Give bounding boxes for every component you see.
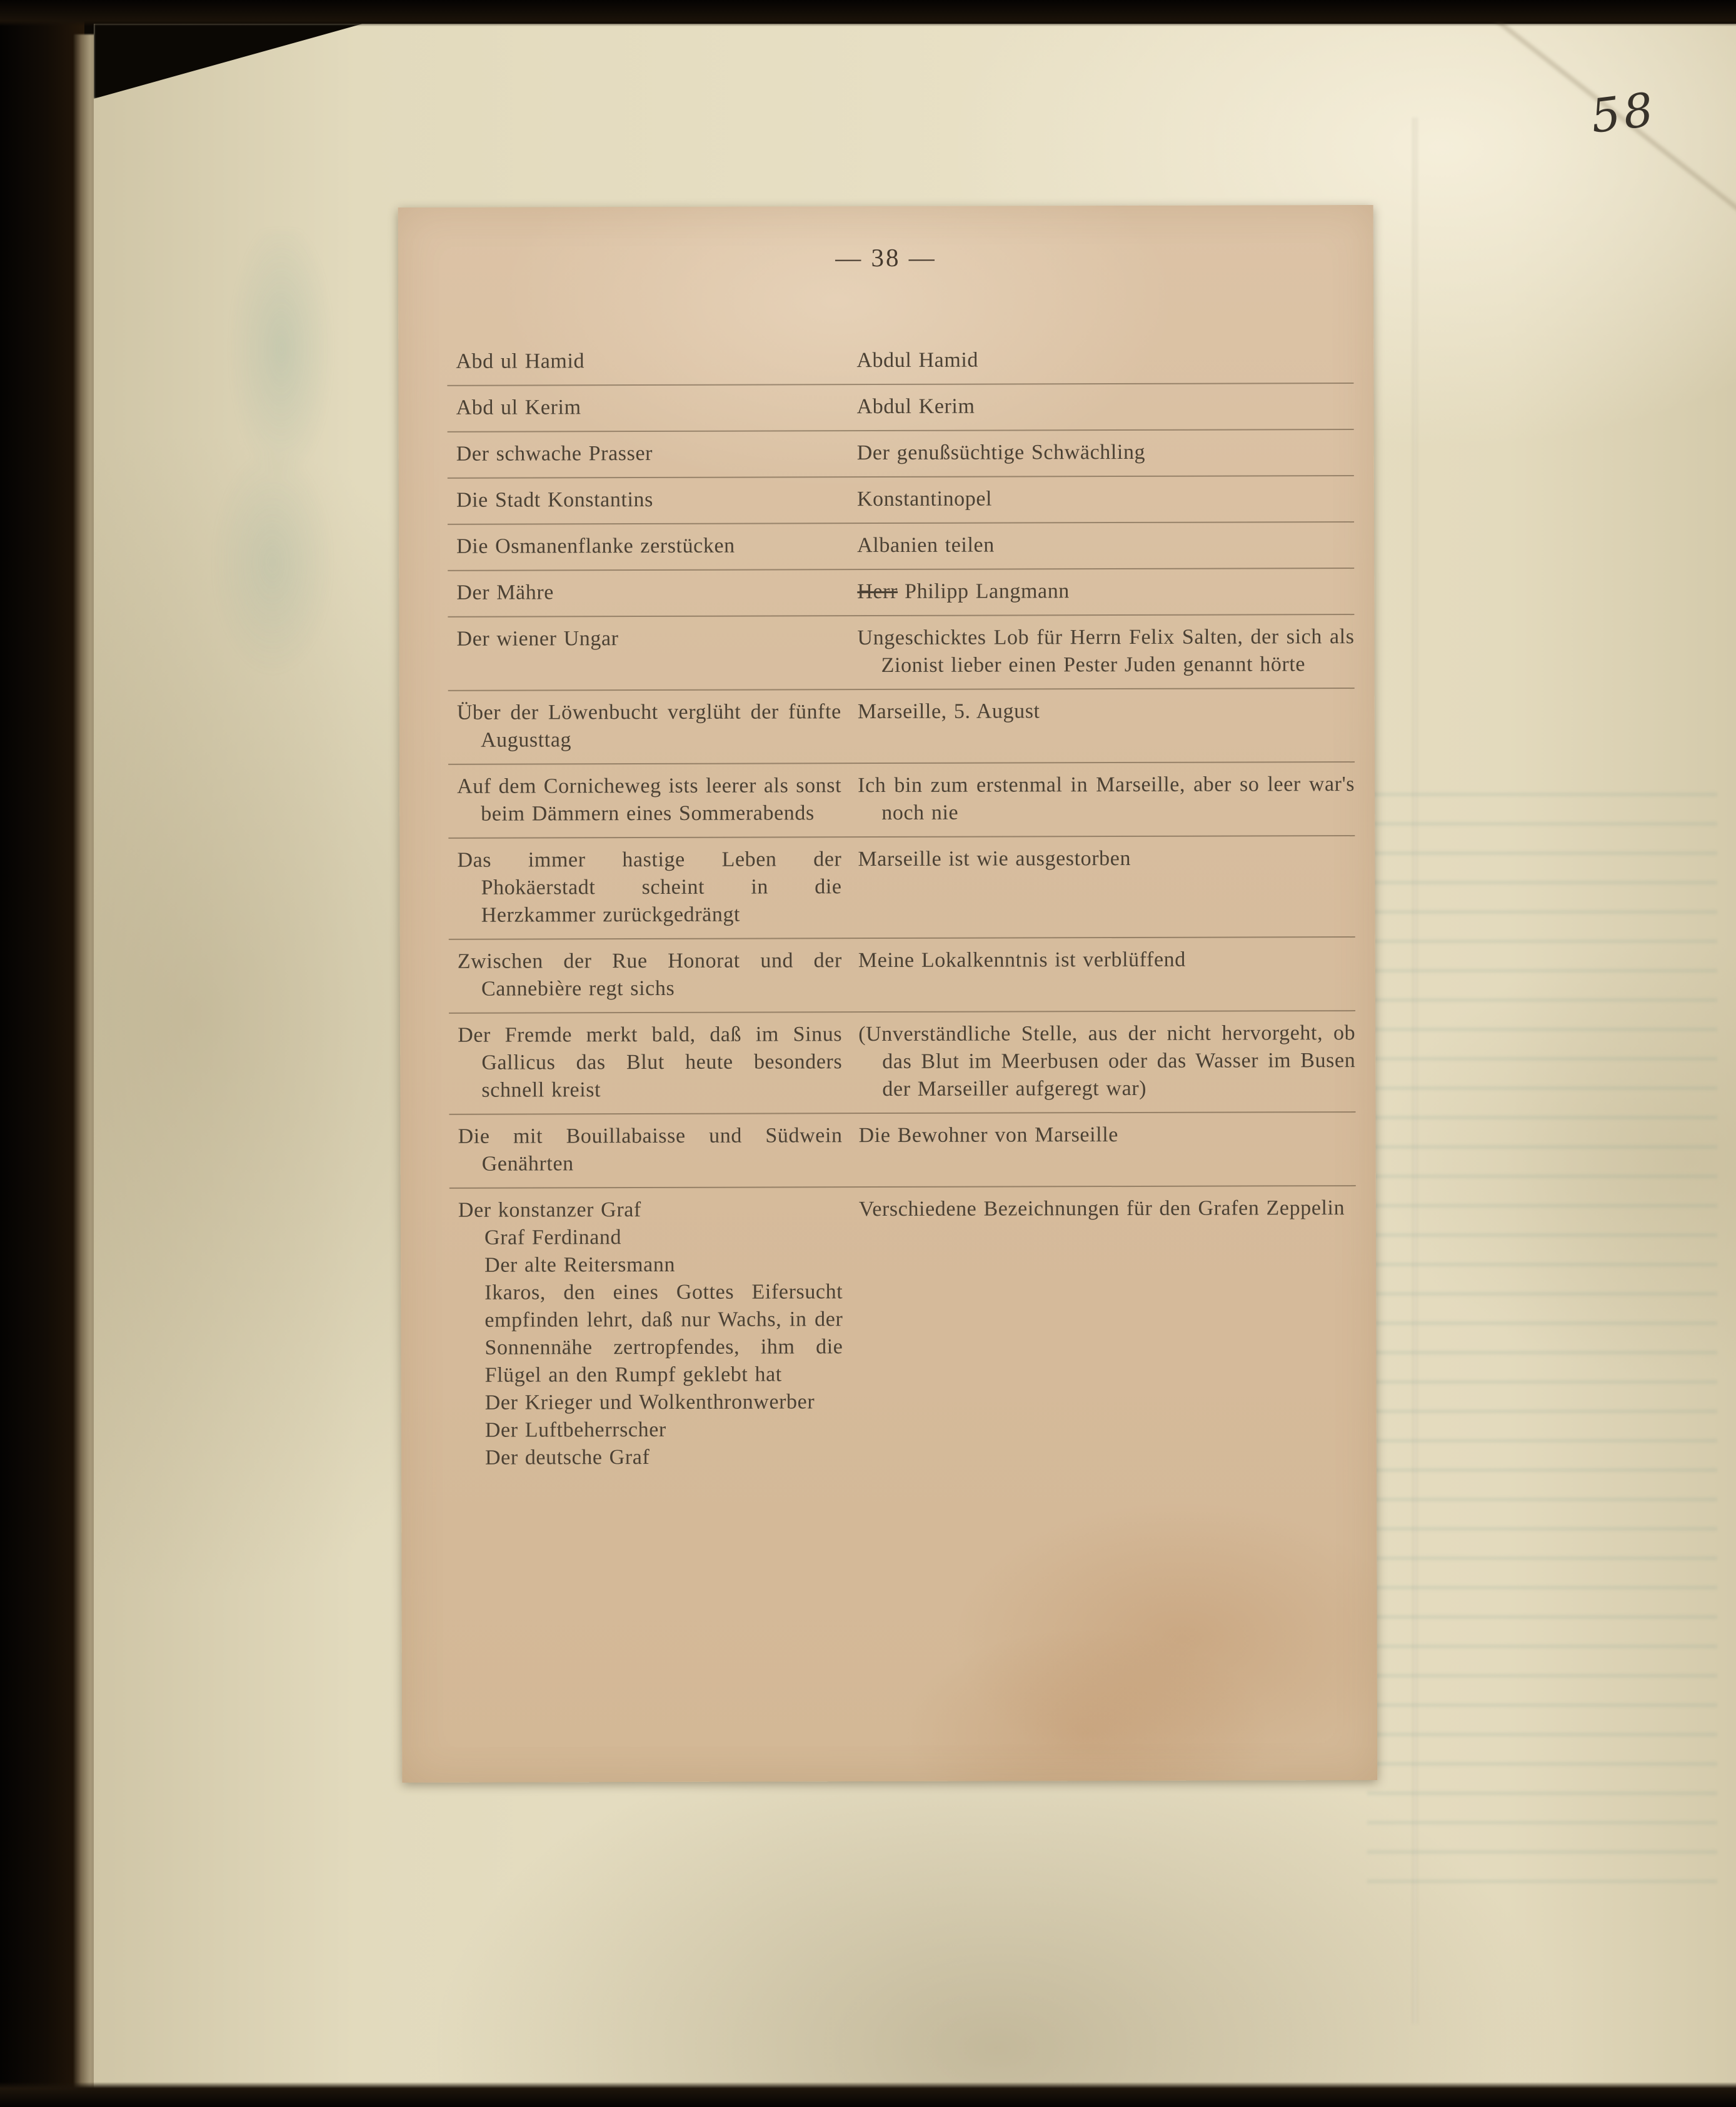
glossary-row bbox=[448, 569, 1354, 618]
term-cell bbox=[447, 347, 856, 376]
definition-text: Meine Lokalkenntnis ist verblüffend bbox=[858, 948, 1186, 973]
struck-text: Herr bbox=[857, 579, 898, 604]
definition-cell bbox=[856, 346, 1353, 374]
definition-text: Verschiedene Bezeichnungen für den Grafen Zeppelin bbox=[858, 1196, 1345, 1221]
term-text: Der schwache Prasser bbox=[456, 441, 653, 466]
term-cell bbox=[449, 947, 858, 1003]
album-page bbox=[94, 24, 1736, 2089]
book-spine bbox=[0, 0, 84, 2107]
term-text: Der Krieger und Wolkenthronwerber bbox=[484, 1390, 815, 1414]
glossary-row bbox=[449, 1011, 1355, 1115]
term-text: Auf dem Cornicheweg ists leerer als sonst beim Dämmern eines Sommerabends bbox=[457, 774, 842, 826]
definition-text: Abdul Kerim bbox=[856, 394, 975, 419]
definition-cell bbox=[858, 1019, 1355, 1103]
term-cell bbox=[448, 439, 857, 468]
glossary-row bbox=[448, 763, 1355, 839]
definition-text: Marseille ist wie ausgestorben bbox=[858, 846, 1131, 871]
definition-text: Herr Philipp Langmann bbox=[857, 579, 1070, 604]
handwritten-page-number: 58 bbox=[1588, 82, 1660, 144]
scan-edge-bottom bbox=[0, 2082, 1736, 2107]
term-cell bbox=[448, 532, 857, 561]
definition-text: Albanien teilen bbox=[857, 533, 995, 558]
glossary-row bbox=[447, 338, 1353, 386]
glossary-row bbox=[449, 938, 1355, 1014]
term-text: Abd ul Kerim bbox=[456, 396, 581, 419]
term-text: Der Luftbeherrscher bbox=[484, 1418, 666, 1442]
term-cell bbox=[448, 486, 857, 514]
definition-cell bbox=[858, 844, 1355, 928]
definition-cell bbox=[857, 438, 1354, 467]
scan-edge-top bbox=[0, 0, 1736, 26]
term-text: Zwischen der Rue Honorat und der Cannebière regt sichs bbox=[457, 949, 842, 1001]
term-cell bbox=[449, 1122, 859, 1178]
term-text: Der Fremde merkt bald, daß im Sinus Gallicus das Blut heute besonders schnell kreist bbox=[458, 1023, 843, 1102]
glossary-row bbox=[449, 1113, 1356, 1189]
definition-text: Die Bewohner von Marseille bbox=[858, 1123, 1118, 1148]
term-text: Der wiener Ungar bbox=[456, 627, 619, 651]
term-text: Die Osmanenflanke zerstücken bbox=[456, 534, 735, 558]
definition-text: (Unverständliche Stelle, aus der nicht hervorgeht, ob das Blut im Meerbusen oder das Wasser im Busen der Marseiller aufgeregt war) bbox=[858, 1021, 1356, 1101]
definition-cell bbox=[858, 771, 1355, 827]
term-cell bbox=[448, 772, 858, 828]
definition-cell bbox=[859, 1121, 1356, 1177]
glossary-row bbox=[448, 476, 1354, 525]
ink-bleedthrough-right bbox=[1367, 793, 1717, 1886]
page-corner-shadow bbox=[94, 24, 363, 99]
term-cell bbox=[449, 1196, 860, 1472]
term-text: Graf Ferdinand bbox=[484, 1226, 622, 1249]
definition-text: Abdul Hamid bbox=[856, 348, 979, 373]
term-cell bbox=[448, 846, 858, 929]
term-text: Der konstanzer Graf bbox=[458, 1198, 641, 1222]
definition-cell bbox=[856, 392, 1353, 421]
definition-cell bbox=[857, 531, 1354, 559]
definition-cell bbox=[859, 1194, 1357, 1471]
glossary-row bbox=[448, 430, 1354, 479]
definition-cell bbox=[858, 697, 1355, 753]
term-text: Der deutsche Graf bbox=[484, 1445, 650, 1469]
definition-text: Konstantinopel bbox=[856, 487, 993, 511]
glossary-row bbox=[447, 384, 1353, 433]
term-cell bbox=[448, 698, 858, 754]
term-cell bbox=[447, 393, 856, 422]
ink-bleedthrough-topleft bbox=[194, 230, 369, 705]
term-cell bbox=[448, 578, 857, 607]
definition-text: Ungeschicktes Lob für Herrn Felix Salten, der sich als Zionist lieber einen Pester Juden genannt hörte bbox=[857, 625, 1355, 678]
definition-cell bbox=[857, 577, 1354, 606]
glossary-row bbox=[448, 836, 1355, 940]
definition-text: Ich bin zum erstenmal in Marseille, aber so leer war's noch nie bbox=[858, 773, 1355, 825]
term-text: Der Mähre bbox=[456, 581, 554, 604]
term-text: Der alte Reitersmann bbox=[484, 1253, 676, 1277]
definition-cell bbox=[857, 623, 1354, 679]
term-text: Ikaros, den eines Gottes Eifersucht empfinden lehrt, daß nur Wachs, in der Sonnennähe zertropfendes, ihm die Flügel an den Rumpf geklebt hat bbox=[484, 1280, 843, 1387]
glossary-row bbox=[449, 1186, 1357, 1481]
term-text: Die Stadt Konstantins bbox=[456, 488, 654, 512]
definition-text: Marseille, 5. August bbox=[857, 699, 1040, 724]
definition-cell bbox=[858, 946, 1355, 1002]
term-text: Die mit Bouillabaisse und Südwein Genährten bbox=[458, 1124, 843, 1176]
term-text: Abd ul Hamid bbox=[456, 349, 585, 373]
glossary-row bbox=[448, 615, 1354, 691]
term-cell bbox=[448, 624, 857, 681]
glossary-row bbox=[448, 523, 1354, 571]
clipping-page-number: — 38 — bbox=[835, 243, 936, 273]
diagonal-fold-crease bbox=[1454, 0, 1736, 355]
glossary-table bbox=[447, 338, 1357, 1481]
term-text: Über der Löwenbucht verglüht der fünfte Augusttag bbox=[456, 700, 841, 752]
term-text: Das immer hastige Leben der Phokäerstadt scheint in die Herzkammer zurückgedrängt bbox=[457, 848, 842, 927]
definition-cell bbox=[857, 484, 1354, 513]
term-cell bbox=[449, 1021, 858, 1104]
glossary-row bbox=[448, 689, 1355, 765]
pasted-clipping bbox=[398, 205, 1378, 1783]
definition-text: Der genußsüchtige Schwächling bbox=[856, 440, 1146, 465]
